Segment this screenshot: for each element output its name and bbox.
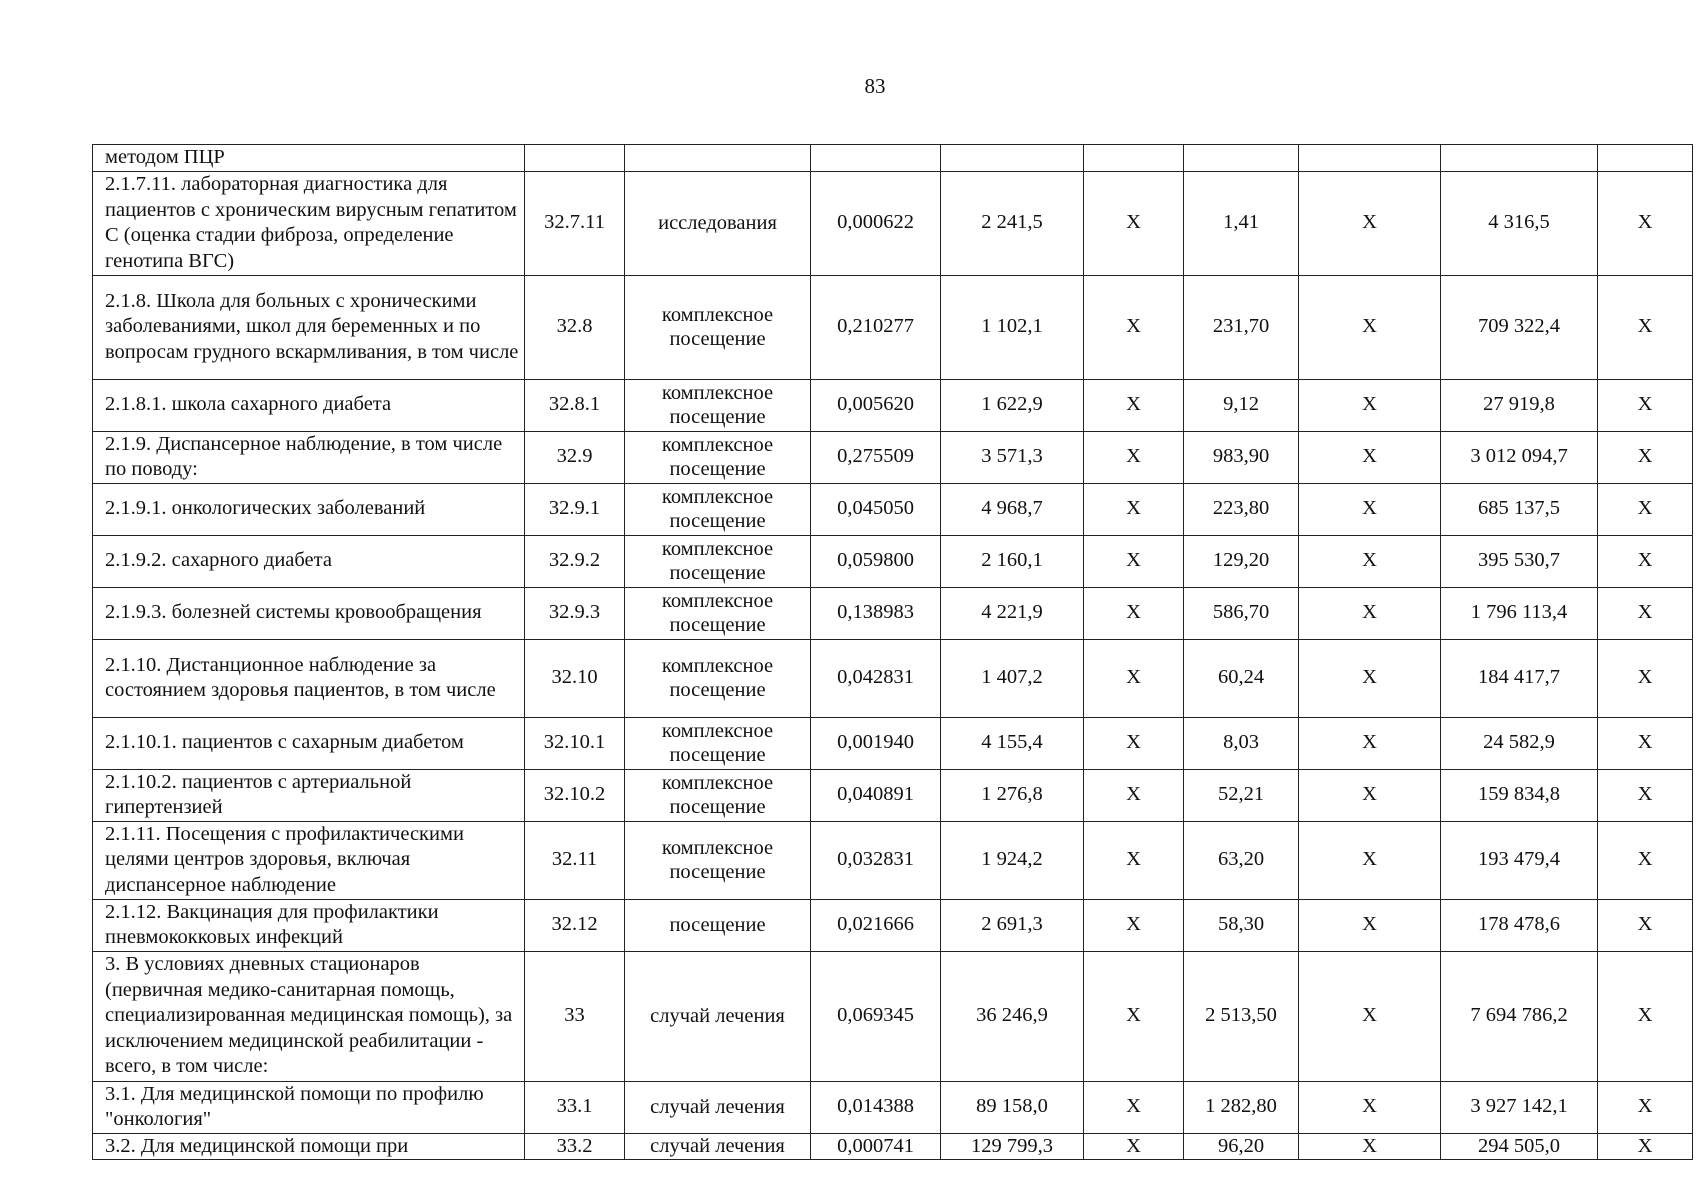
row-code-cell: 33.1 (525, 1081, 625, 1133)
norm-cost-cell: 2 241,5 (941, 171, 1084, 275)
x-mark-cell: X (1598, 821, 1693, 899)
row-unit-cell: комплексное посещение (625, 379, 811, 431)
norm-volume-cell: 0,045050 (811, 483, 941, 535)
norm-cost-cell: 1 622,9 (941, 379, 1084, 431)
norm-volume-cell: 0,005620 (811, 379, 941, 431)
row-unit-cell: комплексное посещение (625, 587, 811, 639)
row-unit-cell (625, 145, 811, 172)
norm-volume-cell: 0,069345 (811, 951, 941, 1081)
per-capita-cell: 983,90 (1184, 431, 1299, 483)
norm-volume-cell: 0,138983 (811, 587, 941, 639)
x-mark-cell: X (1299, 821, 1441, 899)
total-cost-cell: 685 137,5 (1441, 483, 1598, 535)
row-unit-cell: комплексное посещение (625, 821, 811, 899)
row-name-cell: 3.1. Для медицинской помощи по профилю "онкология" (93, 1081, 525, 1133)
norm-volume-cell: 0,014388 (811, 1081, 941, 1133)
row-code-cell: 32.8.1 (525, 379, 625, 431)
norm-cost-cell: 1 407,2 (941, 639, 1084, 717)
table-row (93, 431, 1693, 483)
norm-cost-cell: 1 102,1 (941, 275, 1084, 379)
row-unit-cell: комплексное посещение (625, 639, 811, 717)
x-mark-cell: X (1084, 1081, 1184, 1133)
total-cost-cell: 193 479,4 (1441, 821, 1598, 899)
x-mark-cell: X (1299, 717, 1441, 769)
per-capita-cell: 129,20 (1184, 535, 1299, 587)
per-capita-cell: 231,70 (1184, 275, 1299, 379)
table-row (93, 379, 1693, 431)
total-cost-cell: 3 012 094,7 (1441, 431, 1598, 483)
x-mark-cell: X (1084, 431, 1184, 483)
row-code-cell: 32.11 (525, 821, 625, 899)
per-capita-cell: 1,41 (1184, 171, 1299, 275)
x-mark-cell: X (1299, 1081, 1441, 1133)
row-code-cell: 32.12 (525, 899, 625, 951)
norm-volume-cell: 0,040891 (811, 769, 941, 821)
x-mark-cell: X (1084, 769, 1184, 821)
row-code-cell: 33.2 (525, 1133, 625, 1160)
table-row (93, 717, 1693, 769)
x-mark-cell: X (1084, 535, 1184, 587)
total-cost-cell: 178 478,6 (1441, 899, 1598, 951)
x-mark-cell: X (1299, 535, 1441, 587)
total-cost-cell (1441, 145, 1598, 172)
row-unit-cell: случай лечения (625, 951, 811, 1081)
norm-cost-cell: 3 571,3 (941, 431, 1084, 483)
row-code-cell: 32.9.1 (525, 483, 625, 535)
row-unit-cell: комплексное посещение (625, 535, 811, 587)
table-row (93, 639, 1693, 717)
row-name-cell: методом ПЦР (93, 145, 525, 172)
total-cost-cell: 159 834,8 (1441, 769, 1598, 821)
row-name-cell: 2.1.8.1. школа сахарного диабета (93, 379, 525, 431)
row-unit-cell: случай лечения (625, 1133, 811, 1160)
x-mark-cell: X (1598, 483, 1693, 535)
norm-volume-cell: 0,032831 (811, 821, 941, 899)
norm-cost-cell: 129 799,3 (941, 1133, 1084, 1160)
table-row (93, 483, 1693, 535)
row-name-cell: 2.1.9. Диспансерное наблюдение, в том числе по поводу: (93, 431, 525, 483)
x-mark-cell (1598, 145, 1693, 172)
x-mark-cell: X (1084, 379, 1184, 431)
indicators-table (92, 144, 1693, 1160)
per-capita-cell: 2 513,50 (1184, 951, 1299, 1081)
norm-cost-cell: 36 246,9 (941, 951, 1084, 1081)
x-mark-cell: X (1299, 951, 1441, 1081)
x-mark-cell (1084, 145, 1184, 172)
x-mark-cell: X (1598, 639, 1693, 717)
row-code-cell: 32.9.2 (525, 535, 625, 587)
row-unit-cell: комплексное посещение (625, 483, 811, 535)
x-mark-cell: X (1084, 717, 1184, 769)
row-unit-cell: комплексное посещение (625, 431, 811, 483)
x-mark-cell: X (1299, 379, 1441, 431)
x-mark-cell: X (1598, 1081, 1693, 1133)
per-capita-cell: 58,30 (1184, 899, 1299, 951)
x-mark-cell: X (1299, 639, 1441, 717)
total-cost-cell: 24 582,9 (1441, 717, 1598, 769)
x-mark-cell: X (1299, 769, 1441, 821)
total-cost-cell: 709 322,4 (1441, 275, 1598, 379)
x-mark-cell: X (1299, 275, 1441, 379)
row-name-cell: 2.1.9.1. онкологических заболеваний (93, 483, 525, 535)
total-cost-cell: 184 417,7 (1441, 639, 1598, 717)
x-mark-cell: X (1084, 275, 1184, 379)
x-mark-cell: X (1299, 587, 1441, 639)
row-unit-cell: комплексное посещение (625, 769, 811, 821)
table-row (93, 821, 1693, 899)
table-row (93, 275, 1693, 379)
row-name-cell: 2.1.7.11. лабораторная диагностика для пациентов с хроническим вирусным гепатитом С (оценка стадии фиброза, определение генотипа ВГС) (93, 171, 525, 275)
x-mark-cell: X (1598, 1133, 1693, 1160)
row-name-cell: 3.2. Для медицинской помощи при (93, 1133, 525, 1160)
x-mark-cell: X (1084, 483, 1184, 535)
row-code-cell: 32.10.2 (525, 769, 625, 821)
row-name-cell: 2.1.11. Посещения с профилактическими целями центров здоровья, включая диспансерное наблюдение (93, 821, 525, 899)
norm-cost-cell: 1 924,2 (941, 821, 1084, 899)
x-mark-cell: X (1598, 535, 1693, 587)
per-capita-cell: 63,20 (1184, 821, 1299, 899)
table-row (93, 769, 1693, 821)
norm-cost-cell: 4 155,4 (941, 717, 1084, 769)
norm-volume-cell: 0,021666 (811, 899, 941, 951)
row-unit-cell: посещение (625, 899, 811, 951)
row-name-cell: 2.1.12. Вакцинация для профилактики пневмококковых инфекций (93, 899, 525, 951)
table-row (93, 899, 1693, 951)
x-mark-cell: X (1598, 379, 1693, 431)
row-code-cell: 32.7.11 (525, 171, 625, 275)
x-mark-cell: X (1598, 171, 1693, 275)
per-capita-cell: 8,03 (1184, 717, 1299, 769)
total-cost-cell: 4 316,5 (1441, 171, 1598, 275)
x-mark-cell: X (1084, 639, 1184, 717)
x-mark-cell: X (1299, 899, 1441, 951)
total-cost-cell: 7 694 786,2 (1441, 951, 1598, 1081)
per-capita-cell (1184, 145, 1299, 172)
x-mark-cell: X (1084, 171, 1184, 275)
norm-cost-cell: 4 221,9 (941, 587, 1084, 639)
row-name-cell: 2.1.8. Школа для больных с хроническими заболеваниями, школ для беременных и по вопросам грудного вскармливания, в том числе (93, 275, 525, 379)
row-code-cell: 32.9.3 (525, 587, 625, 639)
x-mark-cell: X (1084, 587, 1184, 639)
norm-volume-cell: 0,000741 (811, 1133, 941, 1160)
table-row (93, 145, 1693, 172)
row-name-cell: 2.1.10.1. пациентов с сахарным диабетом (93, 717, 525, 769)
norm-volume-cell: 0,042831 (811, 639, 941, 717)
norm-cost-cell: 2 160,1 (941, 535, 1084, 587)
norm-cost-cell: 4 968,7 (941, 483, 1084, 535)
row-name-cell: 2.1.10.2. пациентов с артериальной гипертензией (93, 769, 525, 821)
norm-volume-cell: 0,001940 (811, 717, 941, 769)
x-mark-cell: X (1598, 951, 1693, 1081)
per-capita-cell: 1 282,80 (1184, 1081, 1299, 1133)
x-mark-cell: X (1299, 171, 1441, 275)
table-row (93, 1081, 1693, 1133)
table-row (93, 1133, 1693, 1160)
table-row (93, 535, 1693, 587)
x-mark-cell: X (1598, 587, 1693, 639)
total-cost-cell: 294 505,0 (1441, 1133, 1598, 1160)
x-mark-cell: X (1598, 275, 1693, 379)
row-unit-cell: комплексное посещение (625, 717, 811, 769)
per-capita-cell: 52,21 (1184, 769, 1299, 821)
total-cost-cell: 1 796 113,4 (1441, 587, 1598, 639)
total-cost-cell: 395 530,7 (1441, 535, 1598, 587)
per-capita-cell: 96,20 (1184, 1133, 1299, 1160)
x-mark-cell: X (1598, 899, 1693, 951)
row-name-cell: 2.1.9.2. сахарного диабета (93, 535, 525, 587)
x-mark-cell: X (1299, 1133, 1441, 1160)
row-unit-cell: комплексное посещение (625, 275, 811, 379)
x-mark-cell: X (1084, 821, 1184, 899)
row-name-cell: 3. В условиях дневных стационаров (первичная медико-санитарная помощь, специализированная медицинская помощь), за исключением медицинской реабилитации - всего, в том числе: (93, 951, 525, 1081)
table-row (93, 951, 1693, 1081)
x-mark-cell: X (1299, 483, 1441, 535)
x-mark-cell (1299, 145, 1441, 172)
table-row (93, 587, 1693, 639)
table-row (93, 171, 1693, 275)
row-code-cell: 32.10.1 (525, 717, 625, 769)
x-mark-cell: X (1299, 431, 1441, 483)
row-code-cell: 32.9 (525, 431, 625, 483)
norm-volume-cell (811, 145, 941, 172)
norm-volume-cell: 0,210277 (811, 275, 941, 379)
total-cost-cell: 3 927 142,1 (1441, 1081, 1598, 1133)
x-mark-cell: X (1598, 717, 1693, 769)
total-cost-cell: 27 919,8 (1441, 379, 1598, 431)
x-mark-cell: X (1084, 951, 1184, 1081)
row-code-cell (525, 145, 625, 172)
x-mark-cell: X (1084, 1133, 1184, 1160)
per-capita-cell: 223,80 (1184, 483, 1299, 535)
norm-volume-cell: 0,000622 (811, 171, 941, 275)
per-capita-cell: 586,70 (1184, 587, 1299, 639)
row-unit-cell: исследования (625, 171, 811, 275)
norm-volume-cell: 0,059800 (811, 535, 941, 587)
norm-cost-cell (941, 145, 1084, 172)
row-unit-cell: случай лечения (625, 1081, 811, 1133)
norm-volume-cell: 0,275509 (811, 431, 941, 483)
row-code-cell: 32.10 (525, 639, 625, 717)
x-mark-cell: X (1598, 769, 1693, 821)
row-name-cell: 2.1.10. Дистанционное наблюдение за состоянием здоровья пациентов, в том числе (93, 639, 525, 717)
norm-cost-cell: 89 158,0 (941, 1081, 1084, 1133)
page-number: 83 (864, 74, 886, 98)
row-code-cell: 33 (525, 951, 625, 1081)
norm-cost-cell: 1 276,8 (941, 769, 1084, 821)
per-capita-cell: 60,24 (1184, 639, 1299, 717)
norm-cost-cell: 2 691,3 (941, 899, 1084, 951)
row-name-cell: 2.1.9.3. болезней системы кровообращения (93, 587, 525, 639)
per-capita-cell: 9,12 (1184, 379, 1299, 431)
row-code-cell: 32.8 (525, 275, 625, 379)
x-mark-cell: X (1084, 899, 1184, 951)
x-mark-cell: X (1598, 431, 1693, 483)
